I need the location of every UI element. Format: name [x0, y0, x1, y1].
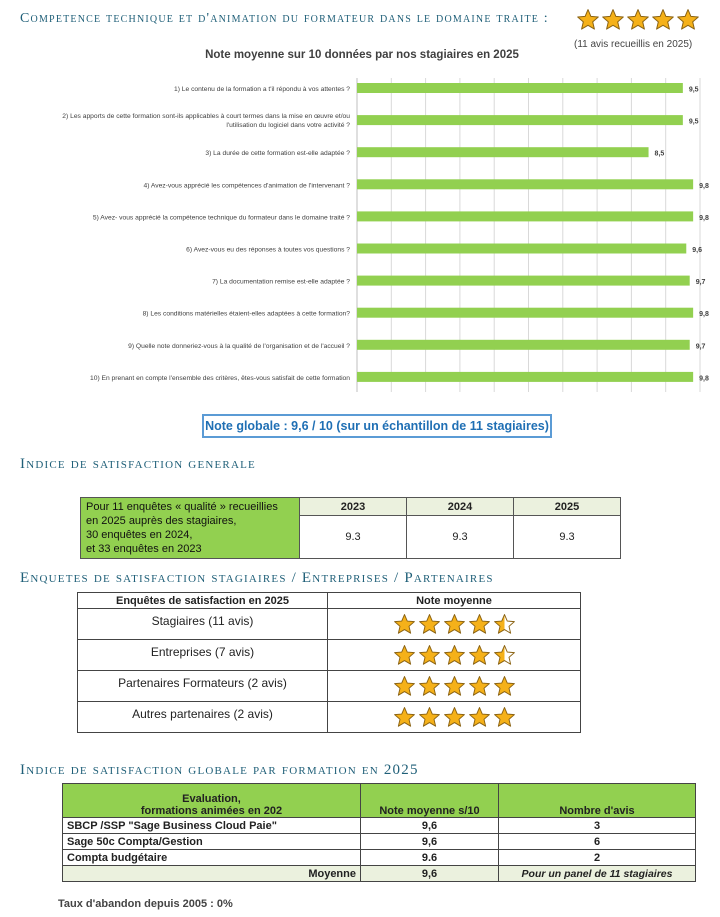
chart-category-label: 8) Les conditions matérielles étaient-elles adaptées à cette formation?: [142, 310, 350, 318]
header-rating-stars: [576, 8, 701, 37]
chart-bar: [357, 211, 693, 221]
training-header-line: formations animées en 202: [140, 805, 283, 817]
chart-title: Note moyenne sur 10 données par nos stagiaires en 2025: [205, 49, 519, 61]
average-note: 9,6: [361, 866, 499, 882]
chart-data-label: 9,5: [688, 86, 699, 94]
star-icon: [468, 613, 491, 636]
chart-category-label: 6) Avez-vous eu des réponses à toutes vos questions ?: [186, 246, 350, 254]
year-score: 9.3: [300, 516, 407, 559]
note-column-header: Note moyenne s/10: [361, 784, 499, 818]
chart-data-label: 9,7: [695, 343, 706, 351]
satisfaction-bar-chart: [0, 40, 709, 395]
survey-ratings-table: [77, 592, 581, 733]
table-row: [63, 850, 696, 866]
training-note: 9.6: [361, 850, 499, 866]
star-icon: [418, 675, 441, 698]
table-row: [63, 818, 696, 834]
survey-description-line: Pour 11 enquêtes « qualité » recueillies: [86, 501, 278, 513]
chart-category-label: 10) En prenant en compte l'ensemble des critères, êtes-vous satisfait de cette formation: [90, 374, 350, 382]
training-ratings-table: [62, 783, 696, 882]
star-icon: [443, 706, 466, 729]
star-icon: [393, 675, 416, 698]
chart-bar: [357, 244, 686, 254]
survey-label: Entreprises (7 avis): [78, 640, 328, 671]
chart-bar: [357, 276, 690, 286]
year-header: 2025: [514, 498, 621, 516]
chart-data-label: 8,5: [654, 150, 665, 158]
survey-description-line: en 2025 auprès des stagiaires,: [86, 515, 237, 527]
section-title-competence: Competence technique et d'animation du formateur dans le domaine traite :: [20, 11, 549, 26]
global-note-box: Note globale : 9,6 / 10 (sur un échantillon de 11 stagiaires): [202, 414, 552, 438]
general-satisfaction-table: [80, 497, 621, 559]
year-header: 2024: [407, 498, 514, 516]
chart-data-label: 9,5: [688, 118, 699, 126]
table-row: [63, 834, 696, 850]
rating-column-header: Note moyenne: [328, 593, 581, 609]
star-icon: [626, 8, 650, 32]
chart-data-label: 9,8: [699, 311, 709, 319]
chart-category-label: 9) Quelle note donneriez-vous à la qualité de l'organisation et de l'accueil ?: [128, 342, 350, 350]
star-icon: [443, 613, 466, 636]
star-icon: [443, 675, 466, 698]
average-row: [63, 866, 696, 882]
survey-stars: [328, 640, 581, 671]
star-icon: [493, 613, 516, 636]
star-icon: [468, 675, 491, 698]
survey-stars: [328, 609, 581, 640]
chart-category-label: l'utilisation du logiciel dans votre activité ?: [226, 122, 350, 130]
chart-data-label: 9,8: [699, 214, 709, 222]
average-label: Moyenne: [63, 866, 361, 882]
survey-label: Partenaires Formateurs (2 avis): [78, 671, 328, 702]
chart-bar: [357, 179, 693, 189]
year-score: 9.3: [514, 516, 621, 559]
star-icon: [493, 706, 516, 729]
star-icon: [418, 644, 441, 667]
survey-stars: [328, 671, 581, 702]
chart-bar: [357, 372, 693, 382]
star-icon: [493, 644, 516, 667]
year-header: 2023: [300, 498, 407, 516]
chart-bar: [357, 147, 649, 157]
survey-description: [81, 498, 300, 559]
count-column-header: Nombre d'avis: [499, 784, 696, 818]
star-icon: [393, 613, 416, 636]
section-title-surveys: Enquetes de satisfaction stagiaires / Entreprises / Partenaires: [20, 570, 494, 586]
chart-data-label: 9,6: [692, 247, 703, 254]
chart-bar: [357, 83, 683, 93]
chart-bar: [357, 308, 693, 318]
training-name: Compta budgétaire: [63, 850, 361, 866]
header-rating-count: (11 avis recueillis en 2025): [574, 39, 693, 50]
abandon-rate: Taux d'abandon depuis 2005 : 0%: [58, 898, 233, 910]
star-icon: [443, 644, 466, 667]
chart-category-label: 1) Le contenu de la formation a t'il répondu à vos attentes ?: [173, 86, 350, 93]
chart-category-label: 3) La durée de cette formation est-elle adaptée ?: [205, 150, 350, 158]
chart-category-label: 5) Avez- vous apprécié la compétence technique du formateur dans le domaine traité ?: [92, 214, 350, 222]
chart-category-label: 7) La documentation remise est-elle adaptée ?: [212, 278, 350, 286]
chart-data-label: 9,8: [699, 182, 709, 190]
training-count: 2: [499, 850, 696, 866]
star-icon: [393, 706, 416, 729]
star-icon: [576, 8, 600, 32]
chart-bar: [357, 115, 683, 125]
training-name: Sage 50c Compta/Gestion: [63, 834, 361, 850]
section-title-general-satisfaction: Indice de satisfaction generale: [20, 456, 256, 472]
training-name: SBCP /SSP "Sage Business Cloud Paie": [63, 818, 361, 834]
survey-column-header: Enquêtes de satisfaction en 2025: [78, 593, 328, 609]
star-icon: [468, 706, 491, 729]
star-icon: [676, 8, 700, 32]
training-count: 6: [499, 834, 696, 850]
chart-data-label: 9,8: [699, 375, 709, 383]
star-icon: [651, 8, 675, 32]
average-comment: Pour un panel de 11 stagiaires: [499, 866, 696, 882]
survey-stars: [328, 702, 581, 733]
star-icon: [468, 644, 491, 667]
training-header-line: Evaluation,: [182, 793, 241, 805]
training-note: 9,6: [361, 834, 499, 850]
survey-description-line: et 33 enquêtes en 2023: [86, 543, 202, 555]
chart-bar: [357, 340, 690, 350]
star-icon: [418, 706, 441, 729]
star-icon: [393, 644, 416, 667]
training-count: 3: [499, 818, 696, 834]
chart-category-label: 2) Les apports de cette formation sont-ils applicables à court termes dans la mise en œuvre et/ou: [62, 113, 350, 121]
training-column-header: [63, 784, 361, 818]
chart-category-label: 4) Avez-vous apprécié les compétences d'animation de l'intervenant ?: [143, 182, 350, 190]
star-icon: [493, 675, 516, 698]
year-score: 9.3: [407, 516, 514, 559]
star-icon: [418, 613, 441, 636]
section-title-per-training: Indice de satisfaction globale par formation en 2025: [20, 762, 419, 778]
survey-label: Autres partenaires (2 avis): [78, 702, 328, 733]
training-note: 9,6: [361, 818, 499, 834]
survey-label: Stagiaires (11 avis): [78, 609, 328, 640]
survey-description-line: 30 enquêtes en 2024,: [86, 529, 193, 541]
chart-data-label: 9,7: [695, 279, 706, 287]
star-icon: [601, 8, 625, 32]
